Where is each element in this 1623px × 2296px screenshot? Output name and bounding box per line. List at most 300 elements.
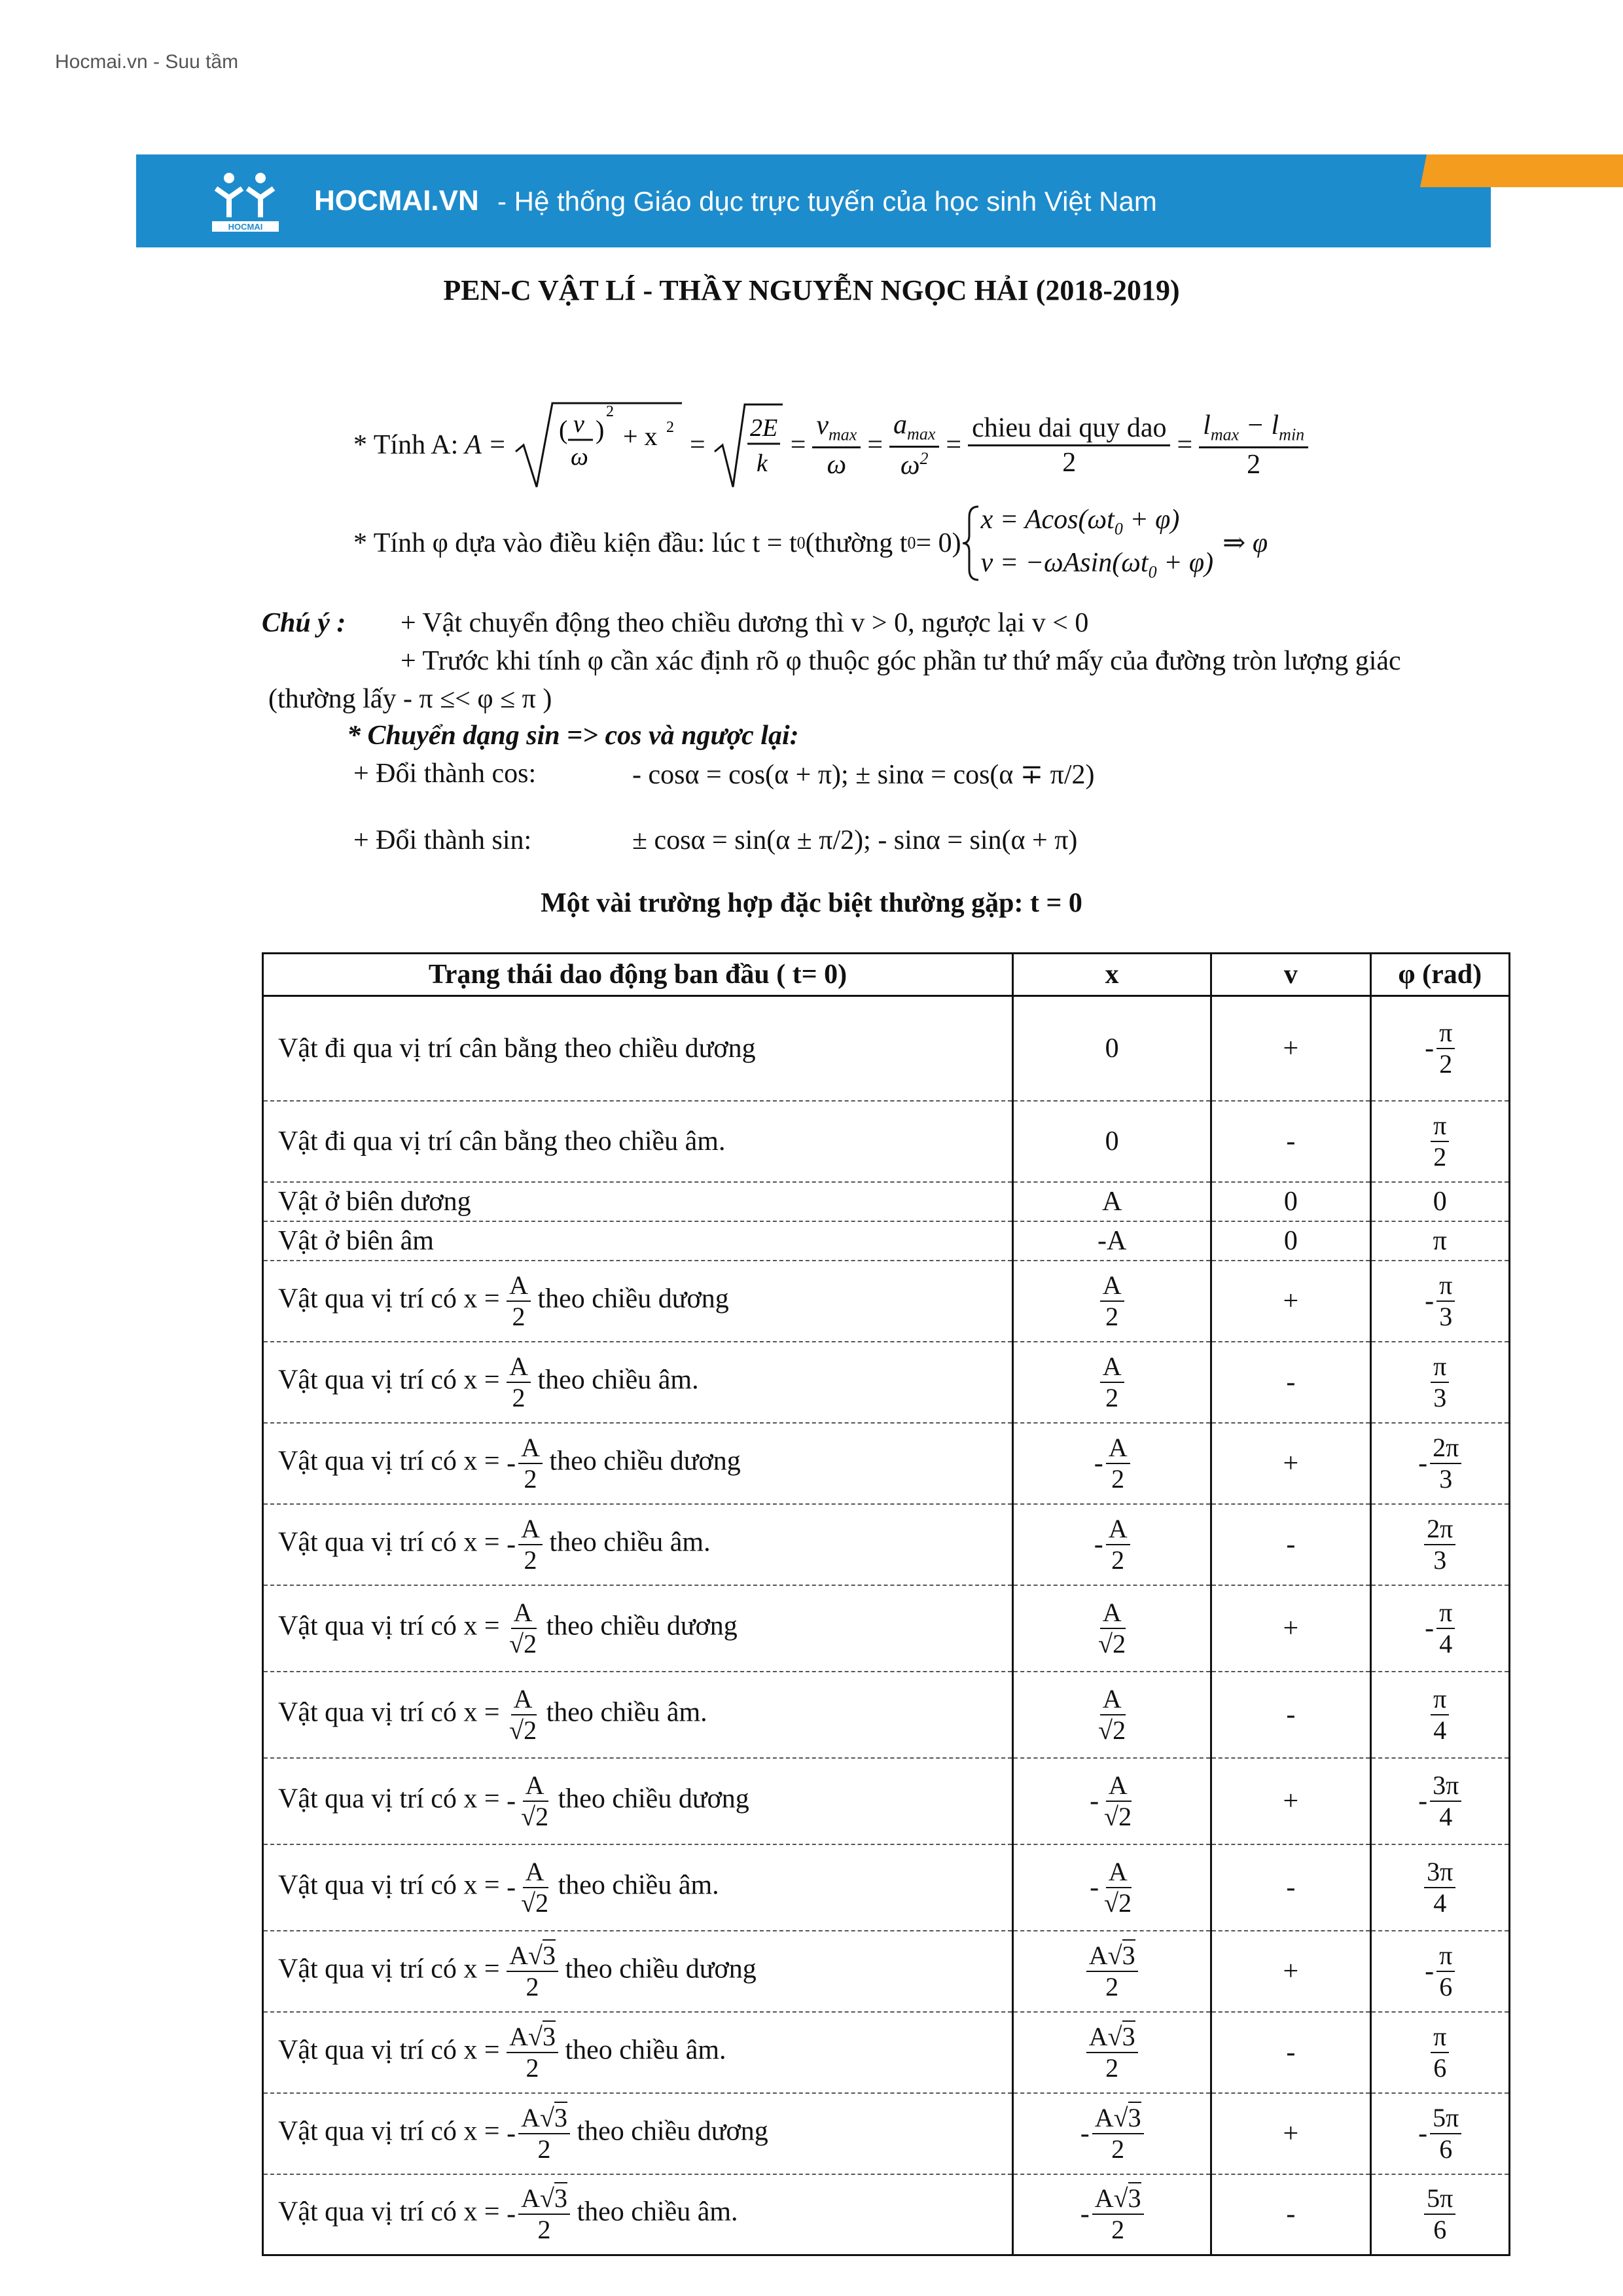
row-prefix: Vật qua vị trí có x = (278, 1365, 507, 1395)
fraction-numerator: π (1436, 1942, 1455, 1972)
table-row (263, 2174, 1510, 2255)
cell-state (263, 1931, 1013, 2012)
cell-phi (1370, 2093, 1509, 2174)
cell-state: Vật ở biên âm (263, 1221, 1013, 1261)
row-prefix: Vật qua vị trí có x = (278, 1527, 507, 1558)
svg-text:v: v (573, 410, 584, 438)
sqrt-icon: √ (1104, 1801, 1119, 1831)
fraction-numerator: A√3 (1086, 2023, 1138, 2053)
note-line-3: (thường lấy - π ≤< φ ≤ π ) (268, 684, 552, 714)
fraction-numerator: π (1431, 1685, 1449, 1715)
fraction-denominator (507, 1715, 539, 1744)
row-prefix: Vật qua vị trí có x = (278, 1611, 507, 1641)
cell-x (1013, 1844, 1211, 1931)
fraction-numerator: 3π (1430, 1772, 1461, 1802)
fraction-denominator: 4 (1433, 1715, 1447, 1745)
fraction-numerator: A (1106, 1515, 1130, 1545)
cell-v: 0 (1211, 1221, 1370, 1261)
hocmai-logo-icon (209, 169, 281, 234)
table-row (263, 1931, 1510, 2012)
fraction-numerator: A√3 (507, 2023, 558, 2053)
sqrt-icon: √ (1098, 1628, 1113, 1659)
cell-state (263, 1758, 1013, 1844)
fraction (507, 1272, 531, 1331)
fraction-numerator: A (511, 1599, 535, 1629)
cell-state (263, 1504, 1013, 1585)
radicand: 3 (542, 1940, 556, 1970)
cell-x: 0 (1013, 996, 1211, 1101)
fraction (1436, 1599, 1455, 1658)
fraction-numerator: A√3 (518, 2185, 570, 2215)
fraction (507, 2023, 558, 2082)
sqrt-energy-icon (712, 399, 784, 491)
sqrt-icon: √ (1098, 1715, 1113, 1745)
fraction-denominator (1101, 1888, 1134, 1917)
fraction-numerator: A (518, 1515, 543, 1545)
fraction (507, 1599, 539, 1658)
cell-x (1013, 1504, 1211, 1585)
cell-v: + (1211, 1261, 1370, 1342)
cell-x: A (1013, 1182, 1211, 1221)
fraction (1424, 1515, 1455, 1574)
table-row (263, 1101, 1510, 1182)
cell-state: Vật đi qua vị trí cân bằng theo chiều dương (263, 996, 1013, 1101)
cell-phi (1370, 1844, 1509, 1931)
fraction (1430, 1772, 1461, 1831)
to-cos-formula: - cosα = cos(α + π); ± sinα = cos(α ∓ π/2) (632, 760, 1095, 790)
radicand: 3 (554, 2102, 567, 2132)
cell-x (1013, 1758, 1211, 1844)
row-prefix: Vật qua vị trí có x = (278, 2197, 507, 2227)
table-row (263, 1342, 1510, 1423)
svg-text:): ) (596, 415, 605, 444)
table-title: Một vài trường hợp đặc biệt thường gặp: t = 0 (541, 888, 1082, 918)
cell-v: - (1211, 1342, 1370, 1423)
fraction (1086, 1942, 1138, 2001)
x-sign: - (507, 2199, 516, 2230)
direction: theo chiều dương (558, 1954, 757, 1984)
fraction-denominator: 2 (512, 1382, 526, 1412)
fraction (1436, 1019, 1455, 1078)
direction: theo chiều dương (543, 1446, 741, 1477)
direction: theo chiều dương (551, 1784, 749, 1814)
row-prefix: Vật qua vị trí có x = (278, 1784, 507, 1814)
to-sin-label: + Đổi thành sin: (353, 825, 532, 855)
fraction (1100, 1353, 1124, 1412)
fraction (1431, 1112, 1449, 1171)
cell-x (1013, 1931, 1211, 2012)
x-sign: - (1080, 2118, 1090, 2149)
fraction (1106, 1515, 1130, 1574)
cell-v: - (1211, 2174, 1370, 2255)
sqrt-icon: √ (521, 1801, 536, 1831)
fraction-numerator: A (1106, 1772, 1130, 1802)
fraction (1101, 1772, 1134, 1831)
row-prefix: Vật qua vị trí có x = (278, 1283, 507, 1314)
fraction (1436, 1272, 1455, 1331)
note-heading: Chú ý : (262, 608, 346, 638)
sqrt-icon: √ (540, 2183, 554, 2214)
document-title: PEN-C VẬT LÍ - THẦY NGUYỄN NGỌC HẢI (2018-2019) (443, 274, 1180, 306)
fraction (518, 1858, 551, 1917)
cell-phi (1370, 1101, 1509, 1182)
cell-phi (1370, 2012, 1509, 2093)
fraction-numerator: A√3 (518, 2104, 570, 2134)
sqrt-icon: √ (509, 1628, 524, 1659)
fraction-numerator: 2π (1430, 1434, 1461, 1464)
phase-table (262, 952, 1510, 2256)
fraction-denominator (518, 1888, 551, 1917)
fraction (518, 2104, 570, 2163)
sqrt-icon: √ (1104, 1888, 1119, 1918)
svg-text:HOCMAI: HOCMAI (228, 222, 263, 232)
fraction-numerator: A (523, 1772, 547, 1802)
row-prefix: Vật qua vị trí có x = (278, 2035, 507, 2066)
radicand: 3 (1128, 2102, 1141, 2132)
cell-state (263, 1672, 1013, 1758)
sqrt-icon: √ (509, 1715, 524, 1745)
cell-phi (1370, 1931, 1509, 2012)
fraction-numerator: A√3 (1092, 2185, 1144, 2215)
radicand: 3 (554, 2183, 567, 2214)
cell-v: + (1211, 1931, 1370, 2012)
radicand: 2 (1113, 1715, 1126, 1745)
svg-text:2: 2 (666, 419, 674, 436)
cell-phi (1370, 1758, 1509, 1844)
note-line-2: + Trước khi tính φ cần xác định rõ φ thuộc góc phần tư thứ mấy của đường tròn lượng giác (401, 646, 1401, 676)
radicand: 3 (1128, 2183, 1141, 2214)
table-row (263, 996, 1510, 1101)
fraction-denominator: 3 (1439, 1301, 1453, 1331)
sqrt-icon: √ (1107, 2021, 1122, 2051)
phi-sign: - (1425, 1033, 1435, 1064)
fraction-denominator: 2 (1111, 1545, 1125, 1575)
cell-phi: 0 (1370, 1182, 1509, 1221)
direction: theo chiều dương (539, 1611, 738, 1641)
row-prefix: Vật qua vị trí có x = (278, 1446, 507, 1477)
fraction-denominator: 2 (1433, 1141, 1447, 1172)
fraction (1424, 2185, 1455, 2244)
row-prefix: Vật qua vị trí có x = (278, 1870, 507, 1901)
table-row (263, 1758, 1510, 1844)
fraction-numerator: 2π (1424, 1515, 1455, 1545)
sqrt-icon: √ (521, 1888, 536, 1918)
radicand: 3 (542, 2021, 556, 2051)
fraction-numerator: A (511, 1685, 535, 1715)
fraction-denominator: 4 (1439, 1628, 1453, 1659)
sqrt-icon: √ (1107, 1940, 1122, 1970)
table-row (263, 2093, 1510, 2174)
cell-v: + (1211, 1758, 1370, 1844)
header-v: v (1211, 954, 1370, 996)
fraction-numerator: A (1100, 1685, 1124, 1715)
fraction (1092, 2185, 1144, 2244)
cell-v: + (1211, 996, 1370, 1101)
cell-state (263, 1342, 1013, 1423)
radicand: 2 (524, 1715, 537, 1745)
fraction (518, 1434, 543, 1493)
fraction-denominator (1096, 1629, 1128, 1658)
cell-state (263, 1585, 1013, 1672)
radicand: 2 (535, 1888, 549, 1918)
table-header-row (263, 954, 1510, 996)
fraction-denominator: 2 (512, 1301, 526, 1331)
row-prefix: Vật qua vị trí có x = (278, 1954, 507, 1984)
x-sign: - (1094, 1448, 1103, 1479)
fraction (1092, 2104, 1144, 2163)
cell-state (263, 1423, 1013, 1504)
fraction-numerator: π (1431, 1112, 1449, 1142)
cell-phi (1370, 1261, 1509, 1342)
fraction-denominator: 2 (524, 1545, 537, 1575)
cell-v: - (1211, 1504, 1370, 1585)
fraction-numerator: π (1431, 1353, 1449, 1383)
fraction-numerator: A (1106, 1434, 1130, 1464)
fraction-denominator: 3 (1433, 1382, 1447, 1412)
table-row (263, 1585, 1510, 1672)
cell-x (1013, 2012, 1211, 2093)
x-sign: - (507, 1529, 516, 1560)
table-row (263, 1672, 1510, 1758)
fraction-numerator: A (523, 1858, 547, 1888)
banner-tagline: - Hệ thống Giáo dục trực tuyến của học sinh Việt Nam (497, 186, 1157, 217)
table-row (263, 1221, 1510, 1261)
radicand: 2 (1118, 1801, 1132, 1831)
fraction (518, 1515, 543, 1574)
fraction-denominator (507, 1629, 539, 1658)
fraction (1430, 2104, 1461, 2163)
fraction-numerator: A (507, 1272, 531, 1302)
cell-state: Vật ở biên dương (263, 1182, 1013, 1221)
cell-x: -A (1013, 1221, 1211, 1261)
fraction-denominator: 2 (537, 2215, 551, 2245)
fraction-denominator (518, 1802, 551, 1831)
cell-phi: π (1370, 1221, 1509, 1261)
note-line-1: + Vật chuyển động theo chiều dương thì v > 0, ngược lại v < 0 (401, 608, 1089, 638)
cell-phi (1370, 1672, 1509, 1758)
table-row (263, 2012, 1510, 2093)
cell-state: Vật đi qua vị trí cân bằng theo chiều âm. (263, 1101, 1013, 1182)
fraction (1100, 1272, 1124, 1331)
fraction (1106, 1434, 1130, 1493)
cell-v: - (1211, 1101, 1370, 1182)
svg-text:2: 2 (606, 403, 614, 420)
fraction-denominator: 2 (1105, 2053, 1119, 2083)
cell-x (1013, 1423, 1211, 1504)
cell-state (263, 1844, 1013, 1931)
header-state: Trạng thái dao động ban đầu ( t= 0) (263, 954, 1013, 996)
phi-sign: - (1418, 2118, 1428, 2149)
fraction-numerator: 3π (1424, 1858, 1455, 1888)
fraction-denominator: 4 (1439, 1801, 1453, 1831)
header-phi: φ (rad) (1370, 954, 1509, 996)
fraction-denominator: 3 (1439, 1463, 1453, 1494)
convert-heading: * Chuyển dạng sin => cos và ngược lại: (347, 721, 799, 751)
cell-x (1013, 2174, 1211, 2255)
fraction-denominator: 2 (1105, 1301, 1119, 1331)
radicand: 3 (1122, 2021, 1135, 2051)
fraction-numerator: π (1436, 1019, 1455, 1049)
cell-state (263, 2012, 1013, 2093)
fraction (1431, 1685, 1449, 1744)
brace-icon (961, 504, 981, 583)
x-sign: - (507, 1448, 516, 1479)
fraction-denominator: 2 (526, 1971, 539, 2001)
fraction-numerator: A (507, 1353, 531, 1383)
cell-v: + (1211, 2093, 1370, 2174)
fraction-numerator: 5π (1424, 2185, 1455, 2215)
fraction-denominator (1096, 1715, 1128, 1744)
fraction-numerator: A (1106, 1858, 1130, 1888)
cell-x: 0 (1013, 1101, 1211, 1182)
fraction (1436, 1942, 1455, 2001)
fraction (1101, 1858, 1134, 1917)
cell-x (1013, 1342, 1211, 1423)
fraction-denominator: 2 (1111, 1463, 1125, 1494)
radicand: 2 (1113, 1628, 1126, 1659)
radicand: 3 (1122, 1940, 1135, 1970)
x-sign: - (507, 1872, 516, 1903)
fraction-numerator: π (1436, 1599, 1455, 1629)
to-cos-label: + Đổi thành cos: (353, 759, 537, 789)
x-sign: - (507, 2118, 516, 2149)
fraction-numerator: A (518, 1434, 543, 1464)
sqrt-expression-icon (513, 399, 683, 491)
table-row (263, 1182, 1510, 1221)
fraction-numerator: π (1431, 2023, 1449, 2053)
x-sign: - (507, 1785, 516, 1816)
fraction-denominator: 2 (524, 1463, 537, 1494)
fraction-denominator: 4 (1433, 1888, 1447, 1918)
fraction-denominator: 2 (1105, 1971, 1119, 2001)
cell-x (1013, 1672, 1211, 1758)
fraction (518, 2185, 570, 2244)
fraction (507, 1942, 558, 2001)
direction: theo chiều dương (569, 2116, 768, 2147)
fraction (1096, 1685, 1128, 1744)
to-sin-formula: ± cosα = sin(α ± π/2); - sinα = sin(α + π) (632, 825, 1078, 855)
fraction-denominator: 2 (526, 2053, 539, 2083)
fraction (1431, 1353, 1449, 1412)
direction: theo chiều âm. (569, 2197, 738, 2227)
fraction-denominator (1101, 1802, 1134, 1831)
cell-phi (1370, 1504, 1509, 1585)
fraction-numerator: 5π (1430, 2104, 1461, 2134)
phi-sign: - (1425, 1613, 1435, 1643)
fraction (1424, 1858, 1455, 1917)
cell-phi (1370, 1342, 1509, 1423)
banner-arrow-shape (1414, 154, 1492, 247)
phi-sign: - (1425, 1956, 1435, 1986)
direction: theo chiều âm. (539, 1697, 707, 1728)
table-row (263, 1261, 1510, 1342)
fraction-numerator: π (1436, 1272, 1455, 1302)
fraction (518, 1772, 551, 1831)
fraction-denominator: 6 (1439, 2134, 1453, 2164)
fraction-denominator: 3 (1433, 1545, 1447, 1575)
phi-sign: - (1418, 1448, 1428, 1479)
formula-phase: * Tính φ dựa vào điều kiện đầu: lúc t = t 0 (thường t 0 = 0) $x = Acos(\omega t_0 + \varphi)$ $v = -\omega Asin(\omega t_0 + \varphi)$ ⇒ φ (353, 504, 1268, 582)
fraction-numerator: A (1100, 1599, 1124, 1629)
phi-sign: - (1418, 1785, 1428, 1816)
fraction (1431, 2023, 1449, 2082)
x-sign: - (1080, 2199, 1090, 2230)
cell-phi (1370, 2174, 1509, 2255)
direction: theo chiều âm. (531, 1365, 699, 1395)
sqrt-icon: √ (1113, 2183, 1128, 2214)
svg-text:ω: ω (571, 443, 588, 471)
tinh-a-label: * Tính A: (353, 430, 459, 460)
svg-text:(: ( (559, 415, 568, 444)
cell-v: + (1211, 1423, 1370, 1504)
fraction (1086, 2023, 1138, 2082)
fraction-numerator: A (1100, 1353, 1124, 1383)
banner-brand: HOCMAI.VN (314, 185, 479, 217)
fraction-denominator: 6 (1433, 2215, 1447, 2245)
fraction (1430, 1434, 1461, 1493)
cell-x (1013, 1261, 1211, 1342)
sqrt-icon: √ (528, 2021, 543, 2051)
direction: theo chiều dương (531, 1283, 729, 1314)
cell-v: + (1211, 1585, 1370, 1672)
radicand: 2 (1118, 1888, 1132, 1918)
cell-x (1013, 2093, 1211, 2174)
fraction-denominator: 2 (1111, 2215, 1125, 2245)
sqrt-icon: √ (528, 1940, 543, 1970)
x-sign: - (1094, 1529, 1103, 1560)
sqrt-icon: √ (540, 2102, 554, 2132)
fraction-denominator: 2 (1105, 1382, 1119, 1412)
x-sign: - (1090, 1872, 1099, 1903)
x-sign: - (1090, 1785, 1099, 1816)
radicand: 2 (524, 1628, 537, 1659)
fraction-denominator: 2 (537, 2134, 551, 2164)
row-prefix: Vật qua vị trí có x = (278, 1697, 507, 1728)
table-row (263, 1423, 1510, 1504)
fraction (507, 1353, 531, 1412)
cell-v: 0 (1211, 1182, 1370, 1221)
sqrt-icon: √ (1113, 2102, 1128, 2132)
direction: theo chiều âm. (543, 1527, 711, 1558)
watermark: Hocmai.vn - Suu tầm (55, 51, 239, 73)
svg-text:2E: 2E (749, 414, 777, 442)
header-x: x (1013, 954, 1211, 996)
cell-state (263, 2174, 1013, 2255)
fraction-numerator: A√3 (1092, 2104, 1144, 2134)
table-row (263, 1844, 1510, 1931)
table-row (263, 1504, 1510, 1585)
cell-state (263, 2093, 1013, 2174)
svg-text:k: k (756, 450, 768, 477)
fraction-denominator: 2 (1439, 1049, 1453, 1079)
cell-x (1013, 1585, 1211, 1672)
direction: theo chiều âm. (551, 1870, 719, 1901)
fraction (1096, 1599, 1128, 1658)
fraction-numerator: A (1100, 1272, 1124, 1302)
direction: theo chiều âm. (558, 2035, 726, 2066)
cell-state (263, 1261, 1013, 1342)
fraction-denominator: 6 (1439, 1971, 1453, 2001)
fraction-numerator: A√3 (507, 1942, 558, 1972)
cell-v: - (1211, 1672, 1370, 1758)
fraction-denominator: 6 (1433, 2053, 1447, 2083)
phi-sign: - (1425, 1285, 1435, 1316)
fraction-numerator: A√3 (1086, 1942, 1138, 1972)
cell-v: - (1211, 2012, 1370, 2093)
row-prefix: Vật qua vị trí có x = (278, 2116, 507, 2147)
fraction-denominator: 2 (1111, 2134, 1125, 2164)
cell-phi (1370, 996, 1509, 1101)
